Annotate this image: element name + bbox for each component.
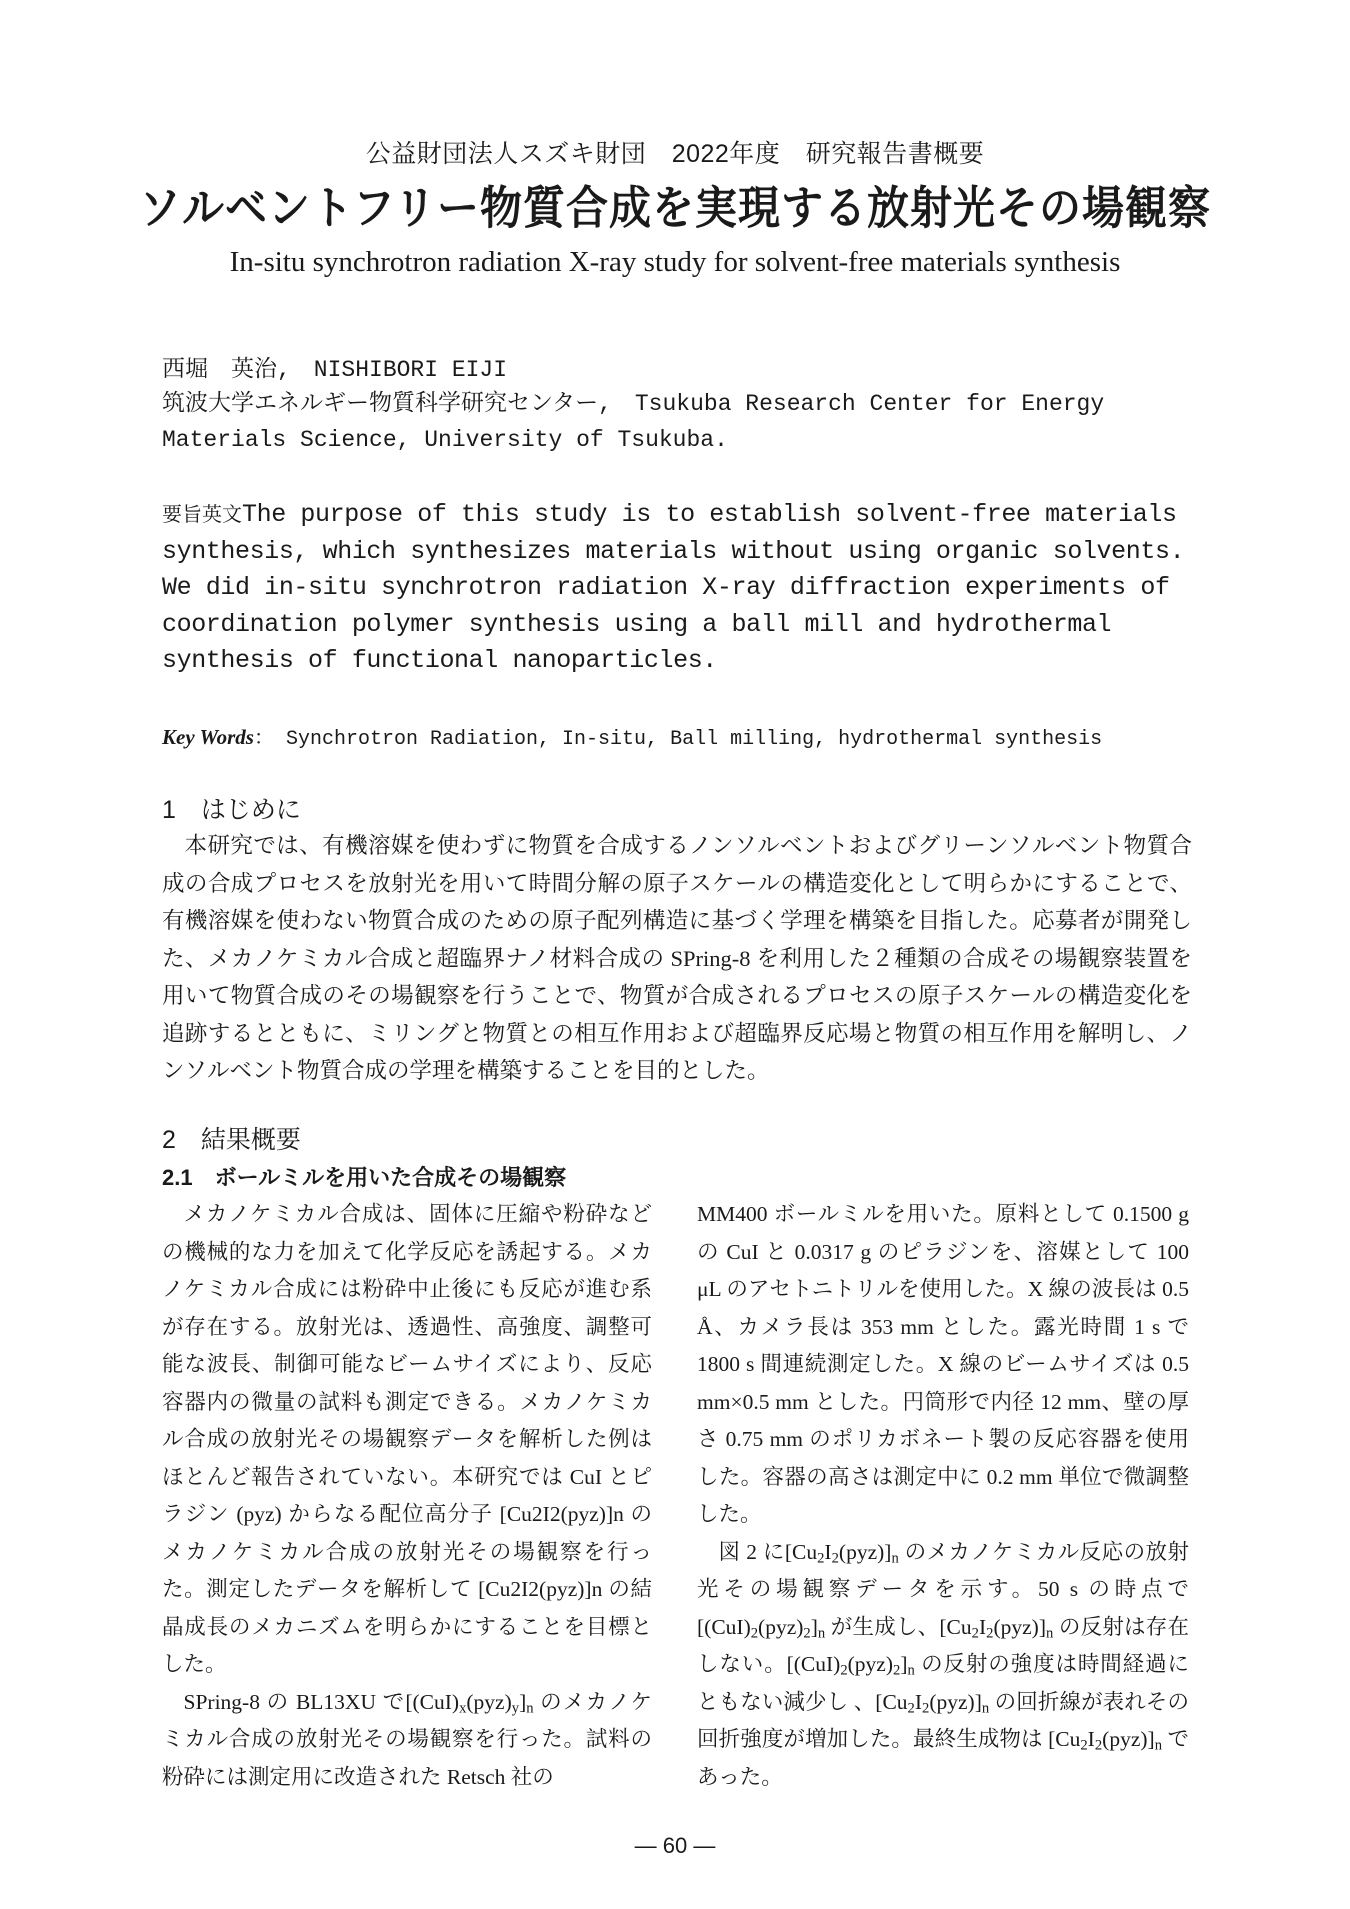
text-run: の反射の強度は時間経過にともない減少し 、[Cu [697, 1652, 1189, 1714]
text-run: 図 2 に[Cu [718, 1539, 818, 1564]
text-run: (pyz) [758, 1614, 804, 1639]
subscript: 2 [831, 1550, 839, 1567]
text-run: I [978, 1614, 987, 1639]
subscript: 2 [1080, 1737, 1088, 1754]
left-column [162, 1196, 652, 1796]
subscript: 2 [803, 1625, 811, 1642]
author-affiliation: 筑波大学エネルギー物質科学研究センター, Tsukuba Research Center for Energy Materials Science, University of Tsukuba. [162, 391, 1105, 453]
subscript: n [817, 1625, 826, 1642]
subscript: 2 [840, 1662, 848, 1679]
right-paragraph-1: MM400 ボールミルを用いた。原料として 0.1500 g の CuI と 0.0317 g のピラジンを、溶媒として 100 μL のアセトニトリルを使用した。X 線の波長は 0.5 Å、カメラ長は 353 mm とした。露光時間 1 s で 1800 s 間連続測定した。X 線のビームサイズは 0.5 mm×0.5 mm とした。円筒形で内径 12 mm、壁の厚さ 0.75 mm のポリカボネート製の反応容器を使用した。容器の高さは測定中に 0.2 mm 単位で微調整した。 [697, 1202, 1211, 1526]
right-paragraph-2 [697, 1534, 1189, 1797]
abstract-text: The purpose of this study is to establish solvent-free materials synthesis, which synthesizes materials without using organic solvents. We did in-situ synchrotron radiation X-ray diffraction experiments of coordination polymer synthesis using a ball mill and hydrothermal synthesis of functional nanoparticles. [162, 500, 1185, 675]
report-header: 公益財団法人スズキ財団 2022年度 研究報告書概要 [365, 140, 985, 168]
page-number: — 60 — [634, 1833, 716, 1858]
text-run: であった。 [697, 1727, 1189, 1789]
left-paragraph-1: メカノケミカル合成は、固体に圧縮や粉砕などの機械的な力を加えて化学反応を誘起する。メカノケミカル合成には粉砕中止後にも反応が進む系が存在する。放射光は、透過性、高強度、調整可能な波長、制御可能なビームサイズにより、反応容器内の微量の試料も測定できる。メカノケミカル合成の放射光その場観察データを解析した例はほとんど報告されていない。本研究では CuI とピラジン (pyz) からなる配位高分子 [Cu2I2(pyz)]n のメカノケミカル合成の放射光その場観察を行った。測定したデータを解析して [Cu2I2(pyz)]n の結晶成長のメカニズムを明らかにすることを目標とした。 [162, 1202, 652, 1676]
subscript: n [907, 1662, 915, 1679]
subscript: 2 [893, 1662, 901, 1679]
keywords [162, 721, 1102, 751]
text-run: のメカノケミカル反応の放射光その場観察データを示す。50 s の時点で [(CuI) [697, 1539, 1189, 1639]
subscript: x [459, 1700, 467, 1717]
text-run: ] [810, 1614, 818, 1639]
keywords-separator: ： [253, 728, 274, 751]
text-run: I [1087, 1727, 1095, 1751]
subscript: 2 [971, 1625, 979, 1642]
text-run: の回折線が表れその回折強度が増加した。最終生成物は [Cu [697, 1689, 1189, 1751]
subscript: 2 [986, 1625, 994, 1642]
subscript: n [981, 1700, 990, 1717]
section-2-heading: 2 結果概要 [162, 1126, 301, 1154]
abstract-label: 要旨英文 [162, 504, 242, 526]
subscript: 2 [922, 1700, 930, 1717]
text-run: I [824, 1539, 832, 1564]
left-paragraph-2 [162, 1684, 652, 1797]
subscript: n [891, 1550, 899, 1567]
subscript: 2 [907, 1700, 915, 1717]
text-run: I [914, 1689, 923, 1714]
text-run: のメカノケミカル合成の放射光その場観察を行った。試料の粉砕には測定用に改造された Retsch 社の [162, 1689, 652, 1789]
text-run: (pyz)] [1102, 1727, 1155, 1751]
subscript: 2 [750, 1625, 759, 1642]
subscript: n [1045, 1625, 1054, 1642]
section-2-1-heading: 2.1 ボールミルを用いた合成その場観察 [162, 1165, 567, 1190]
section-1-body: 本研究では、有機溶媒を使わずに物質を合成するノンソルベントおよびグリーンソルベント物質合成の合成プロセスを放射光を用いて時間分解の原子スケールの構造変化として明らかにすることで、有機溶媒を使わない物質合成のための原子配列構造に基づく学理を構築を目指した。応募者が開発した、メカノケミカル合成と超臨界ナノ材料合成の SPring-8 を利用した２種類の合成その場観察装置を用いて物質合成のその場観察を行うことで、物質が合成されるプロセスの原子スケールの構造変化を追跡するとともに、ミリングと物質との相互作用および超臨界反応場と物質の相互作用を解明し、ノンソルベント物質合成の学理を構築することを目的とした。 [162, 833, 1192, 1083]
text-run: (pyz) [466, 1689, 512, 1714]
author-name: 西堀 英治, NISHIBORI EIJI [162, 357, 508, 383]
text-run: ] [900, 1652, 908, 1676]
subscript: 2 [817, 1550, 825, 1567]
text-run: SPring-8 の BL13XU で[(CuI) [183, 1689, 460, 1714]
text-run: (pyz) [847, 1652, 894, 1676]
title-english: In-situ synchrotron radiation X-ray study for solvent-free materials synthesis [229, 246, 1121, 278]
section-1-heading: 1 はじめに [162, 796, 301, 824]
title-japanese: ソルベントフリー物質合成を実現する放射光その場観察 [138, 182, 1212, 234]
subscript: n [526, 1700, 534, 1717]
keywords-text: Synchrotron Radiation, In-situ, Ball milling, hydrothermal synthesis [286, 728, 1103, 751]
text-run: が生成し、[Cu [825, 1614, 972, 1639]
text-run: の反射は存在しない。[(CuI) [697, 1614, 1189, 1676]
keywords-label: Key Words [162, 725, 254, 749]
text-run: (pyz)] [838, 1539, 892, 1564]
abstract [162, 497, 1202, 680]
subscript: y [511, 1700, 520, 1717]
subscript: n [1154, 1737, 1162, 1754]
text-run: (pyz)] [993, 1614, 1046, 1639]
subscript: 2 [1094, 1737, 1103, 1754]
right-column [697, 1196, 1211, 1796]
text-run: ] [519, 1689, 527, 1714]
text-run: (pyz)] [929, 1689, 982, 1714]
